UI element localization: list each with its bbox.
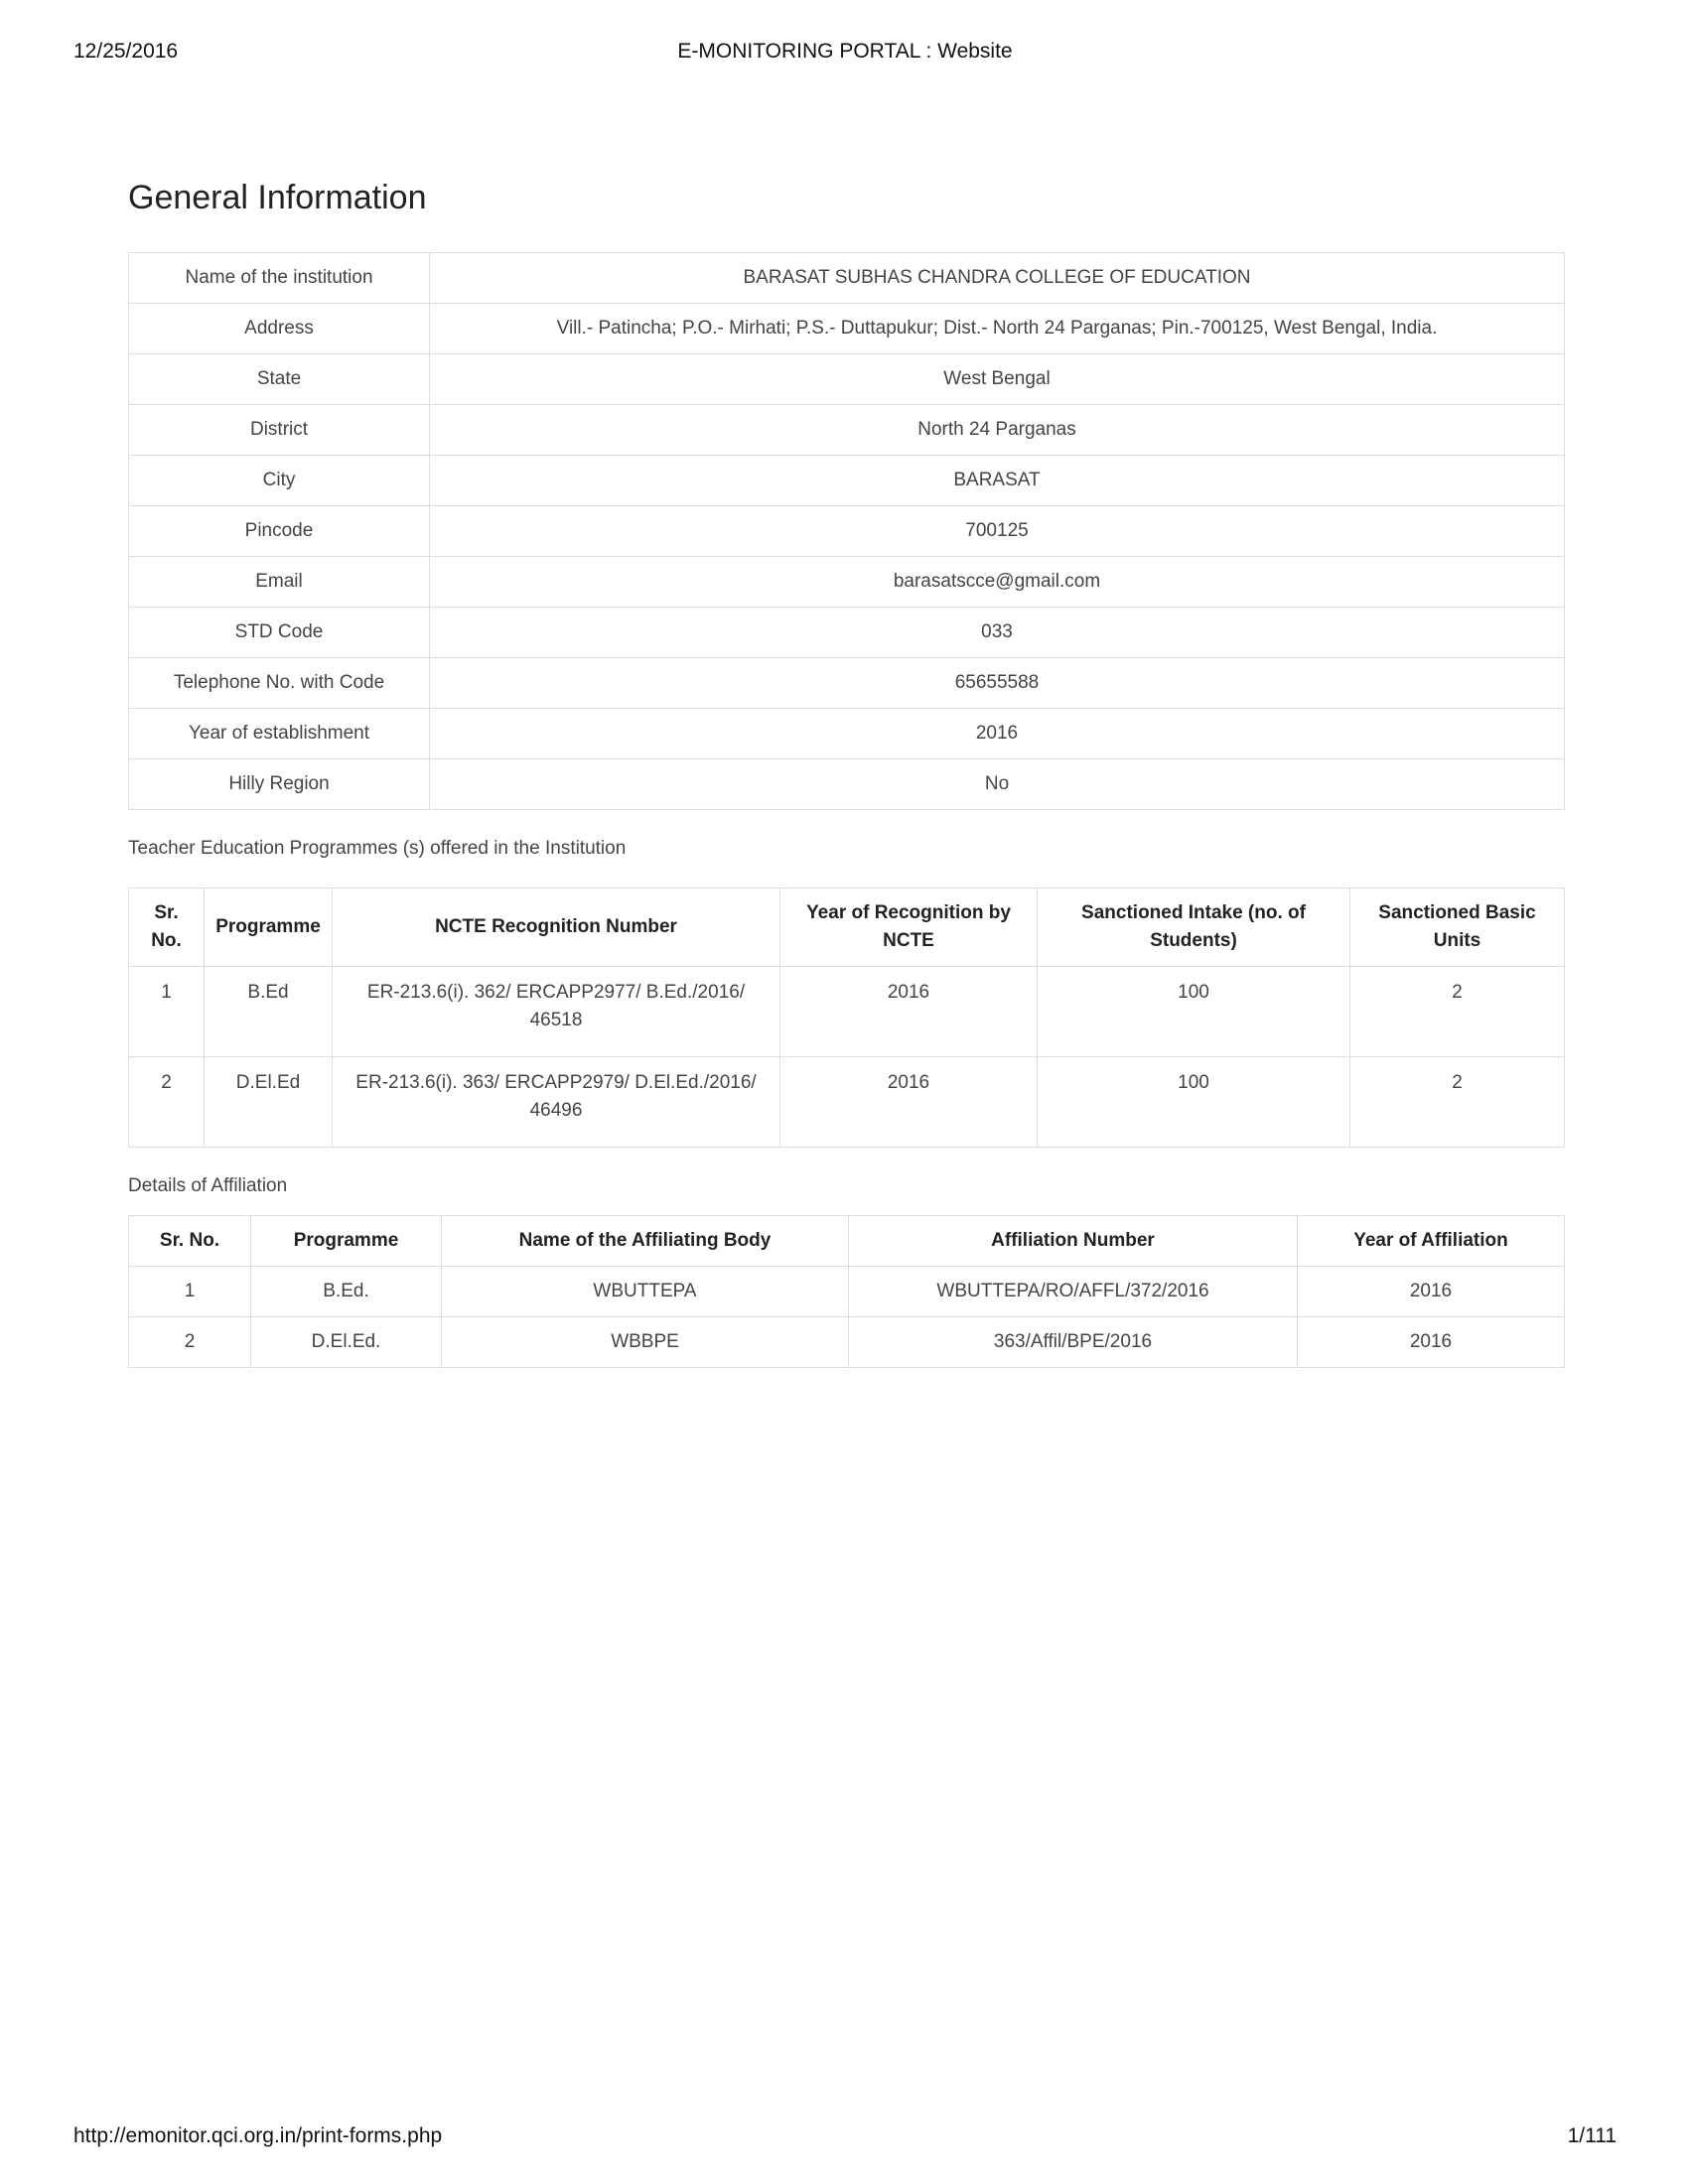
- info-row-year-established: [129, 709, 1565, 759]
- col-header-sanctioned-intake: Sanctioned Intake (no. of Students): [1038, 888, 1350, 967]
- info-label: City: [129, 456, 430, 506]
- affiliation-caption: Details of Affiliation: [128, 1175, 288, 1196]
- cell-recognition-year: 2016: [780, 967, 1038, 1057]
- cell-programme: B.Ed.: [251, 1267, 442, 1317]
- info-row-address: [129, 304, 1565, 354]
- table-header-row: [129, 1216, 1565, 1267]
- cell-ncte-number: ER-213.6(i). 363/ ERCAPP2979/ D.El.Ed./2016/ 46496: [333, 1057, 780, 1148]
- print-date: 12/25/2016: [73, 40, 179, 63]
- info-row-city: [129, 456, 1565, 506]
- page-number: 1/111: [1567, 2124, 1617, 2147]
- info-label: Address: [129, 304, 430, 354]
- info-row-district: [129, 405, 1565, 456]
- info-row-institution-name: [129, 253, 1565, 304]
- info-value: 700125: [430, 506, 1565, 557]
- col-header-sr-no: Sr. No.: [129, 888, 205, 967]
- print-footer: [73, 2124, 1617, 2154]
- info-value: BARASAT: [430, 456, 1565, 506]
- info-row-email: [129, 557, 1565, 608]
- cell-ncte-number: ER-213.6(i). 362/ ERCAPP2977/ B.Ed./2016/ 46518: [333, 967, 780, 1057]
- info-value: Vill.- Patincha; P.O.- Mirhati; P.S.- Duttapukur; Dist.- North 24 Parganas; Pin.-700125, West Bengal, India.: [430, 304, 1565, 354]
- main-content: [128, 175, 1564, 1368]
- info-label: District: [129, 405, 430, 456]
- col-header-programme: Programme: [205, 888, 333, 967]
- info-label: Hilly Region: [129, 759, 430, 810]
- table-row: [129, 1267, 1565, 1317]
- info-row-std-code: [129, 608, 1565, 658]
- col-header-affiliating-body: Name of the Affiliating Body: [442, 1216, 849, 1267]
- cell-basic-units: 2: [1350, 967, 1565, 1057]
- cell-sanctioned-intake: 100: [1038, 967, 1350, 1057]
- section-title: General Information: [128, 179, 427, 216]
- programmes-table: [128, 887, 1565, 1148]
- col-header-ncte-number: NCTE Recognition Number: [333, 888, 780, 967]
- col-header-sr-no: Sr. No.: [129, 1216, 251, 1267]
- table-row: [129, 1057, 1565, 1148]
- print-page-title: E-MONITORING PORTAL : Website: [677, 40, 1013, 63]
- cell-sr-no: 1: [129, 967, 205, 1057]
- col-header-basic-units: Sanctioned Basic Units: [1350, 888, 1565, 967]
- info-label: Year of establishment: [129, 709, 430, 759]
- info-row-state: [129, 354, 1565, 405]
- col-header-affiliation-year: Year of Affiliation: [1298, 1216, 1565, 1267]
- cell-basic-units: 2: [1350, 1057, 1565, 1148]
- info-value: No: [430, 759, 1565, 810]
- info-value: barasatscce@gmail.com: [430, 557, 1565, 608]
- programmes-caption: Teacher Education Programmes (s) offered in the Institution: [128, 838, 627, 859]
- info-value: 033: [430, 608, 1565, 658]
- info-value: North 24 Parganas: [430, 405, 1565, 456]
- col-header-recognition-year: Year of Recognition by NCTE: [780, 888, 1038, 967]
- info-value: 2016: [430, 709, 1565, 759]
- info-label: Name of the institution: [129, 253, 430, 304]
- print-header: [73, 40, 1617, 69]
- affiliation-table: [128, 1215, 1565, 1368]
- cell-affiliation-year: 2016: [1298, 1317, 1565, 1368]
- cell-sr-no: 2: [129, 1057, 205, 1148]
- cell-affiliating-body: WBUTTEPA: [442, 1267, 849, 1317]
- col-header-affiliation-number: Affiliation Number: [849, 1216, 1298, 1267]
- info-label: State: [129, 354, 430, 405]
- info-label: STD Code: [129, 608, 430, 658]
- cell-programme: D.El.Ed.: [251, 1317, 442, 1368]
- table-header-row: [129, 888, 1565, 967]
- cell-affiliation-year: 2016: [1298, 1267, 1565, 1317]
- info-value: 65655588: [430, 658, 1565, 709]
- info-label: Telephone No. with Code: [129, 658, 430, 709]
- cell-recognition-year: 2016: [780, 1057, 1038, 1148]
- table-row: [129, 1317, 1565, 1368]
- info-row-pincode: [129, 506, 1565, 557]
- info-value: BARASAT SUBHAS CHANDRA COLLEGE OF EDUCATION: [430, 253, 1565, 304]
- general-info-table: [128, 252, 1565, 810]
- info-value: West Bengal: [430, 354, 1565, 405]
- cell-affiliation-number: WBUTTEPA/RO/AFFL/372/2016: [849, 1267, 1298, 1317]
- print-url: http://emonitor.qci.org.in/print-forms.php: [73, 2124, 443, 2147]
- info-label: Email: [129, 557, 430, 608]
- cell-affiliating-body: WBBPE: [442, 1317, 849, 1368]
- col-header-programme: Programme: [251, 1216, 442, 1267]
- info-row-telephone: [129, 658, 1565, 709]
- cell-sr-no: 2: [129, 1317, 251, 1368]
- cell-affiliation-number: 363/Affil/BPE/2016: [849, 1317, 1298, 1368]
- cell-sr-no: 1: [129, 1267, 251, 1317]
- cell-programme: B.Ed: [205, 967, 333, 1057]
- cell-programme: D.El.Ed: [205, 1057, 333, 1148]
- info-label: Pincode: [129, 506, 430, 557]
- cell-sanctioned-intake: 100: [1038, 1057, 1350, 1148]
- table-row: [129, 967, 1565, 1057]
- info-row-hilly-region: [129, 759, 1565, 810]
